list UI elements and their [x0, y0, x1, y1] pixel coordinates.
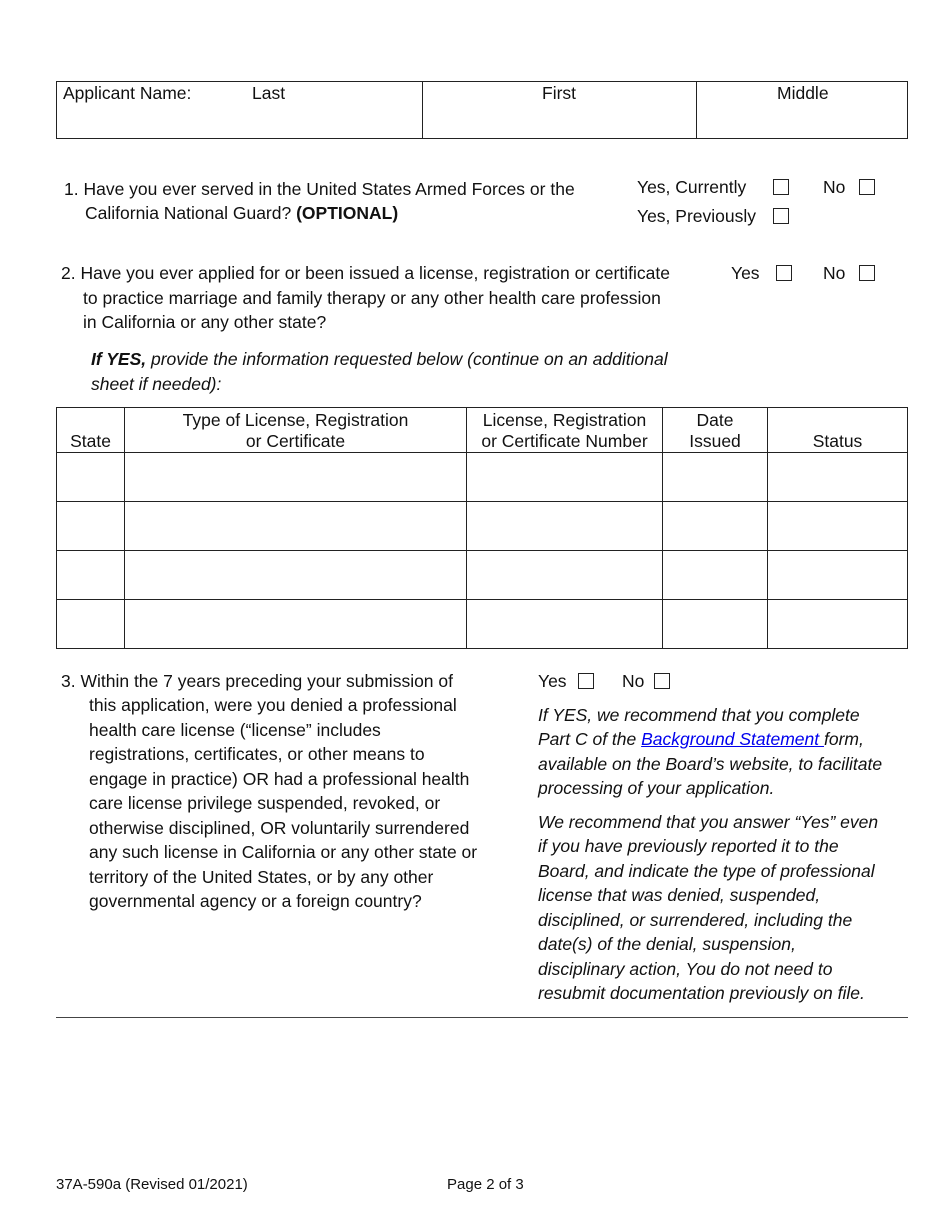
q3-rec2-line-2: if you have previously reported it to the	[538, 836, 839, 856]
col-type-label-1: Type of License, Registration	[182, 410, 409, 430]
date-cell[interactable]	[663, 453, 768, 502]
table-row	[57, 551, 908, 600]
type-cell[interactable]	[125, 600, 467, 649]
name-divider-1	[422, 82, 423, 138]
q3-yes-checkbox[interactable]	[578, 673, 594, 689]
state-cell[interactable]	[57, 502, 125, 551]
applicant-name-label: Applicant Name:	[63, 83, 192, 103]
q1-line-1: 1. Have you ever served in the United States Armed Forces or the	[64, 179, 575, 199]
q3-rec1-line-1: If YES, we recommend that you complete	[538, 705, 860, 725]
license-table	[56, 407, 908, 649]
q3-line-7: otherwise disciplined, OR voluntarily surrendered	[89, 818, 470, 838]
first-name-label: First	[542, 83, 577, 103]
col-status-header	[768, 408, 908, 453]
date-cell[interactable]	[663, 551, 768, 600]
section-divider	[56, 1017, 908, 1018]
q3-rec2-line-8: resubmit documentation previously on file.	[538, 983, 865, 1003]
number-cell[interactable]	[467, 551, 663, 600]
table-row	[57, 453, 908, 502]
number-cell[interactable]	[467, 502, 663, 551]
q1-no-label: No	[823, 177, 846, 197]
q2-no-checkbox[interactable]	[859, 265, 875, 281]
q3-line-6: care license privilege suspended, revoked, or	[89, 793, 441, 813]
name-divider-2	[696, 82, 697, 138]
col-date-header	[663, 408, 768, 453]
license-table-header	[57, 408, 908, 453]
q2-line-3: in California or any other state?	[83, 312, 327, 332]
q1-no-checkbox[interactable]	[859, 179, 875, 195]
type-cell[interactable]	[125, 502, 467, 551]
q3-rec2-line-3: Board, and indicate the type of professional	[538, 861, 875, 881]
status-cell[interactable]	[768, 600, 908, 649]
q3-rec1-line-4: processing of your application.	[538, 778, 775, 798]
q2-if-yes-text: provide the information requested below (continue on an additional	[146, 349, 668, 369]
q3-line-10: governmental agency or a foreign country?	[89, 891, 422, 911]
q3-rec1-line-3: available on the Board’s website, to facilitate	[538, 754, 883, 774]
state-cell[interactable]	[57, 600, 125, 649]
q3-line-3: health care license (“license” includes	[89, 720, 381, 740]
q1-yes-previously-checkbox[interactable]	[773, 208, 789, 224]
col-state-label: State	[70, 431, 111, 451]
number-cell[interactable]	[467, 453, 663, 502]
col-number-label-2: or Certificate Number	[481, 431, 648, 451]
table-row	[57, 502, 908, 551]
col-state-header	[57, 408, 125, 453]
q3-no-checkbox[interactable]	[654, 673, 670, 689]
form-number: 37A-590a (Revised 01/2021)	[56, 1176, 248, 1193]
col-date-label-2: Issued	[689, 431, 741, 451]
type-cell[interactable]	[125, 453, 467, 502]
middle-name-label: Middle	[777, 83, 829, 103]
state-cell[interactable]	[57, 551, 125, 600]
table-row	[57, 600, 908, 649]
type-cell[interactable]	[125, 551, 467, 600]
q2-yes-label: Yes	[731, 263, 760, 283]
q3-line-8: any such license in California or any other state or	[89, 842, 478, 862]
state-cell[interactable]	[57, 453, 125, 502]
q2-if-yes-line-1	[91, 347, 668, 372]
q1-yes-currently-label: Yes, Currently	[637, 177, 747, 197]
background-statement-link[interactable]: Background Statement	[641, 729, 824, 749]
col-number-label-1: License, Registration	[482, 410, 647, 430]
col-type-label-2: or Certificate	[245, 431, 346, 451]
q3-line-9: territory of the United States, or by any other	[89, 867, 434, 887]
status-cell[interactable]	[768, 453, 908, 502]
status-cell[interactable]	[768, 551, 908, 600]
q3-line-5: engage in practice) OR had a professional health	[89, 769, 470, 789]
middle-name-field[interactable]	[702, 102, 902, 136]
q3-rec2-line-7: disciplinary action, You do not need to	[538, 959, 833, 979]
last-name-label: Last	[252, 83, 286, 103]
q3-line-1: 3. Within the 7 years preceding your submission of	[61, 671, 453, 691]
q1-yes-currently-checkbox[interactable]	[773, 179, 789, 195]
q3-rec2-line-4: license that was denied, suspended,	[538, 885, 821, 905]
page-number: Page 2 of 3	[447, 1176, 524, 1193]
q2-yes-checkbox[interactable]	[776, 265, 792, 281]
q1-line-2-text: California National Guard?	[85, 203, 292, 223]
q3-line-2: this application, were you denied a professional	[89, 695, 457, 715]
q3-rec1-line-2	[538, 727, 864, 752]
col-type-header	[125, 408, 467, 453]
col-status-label: Status	[812, 431, 863, 451]
q3-rec2-line-1: We recommend that you answer “Yes” even	[538, 812, 879, 832]
status-cell[interactable]	[768, 502, 908, 551]
q2-no-label: No	[823, 263, 846, 283]
col-date-label-1: Date	[696, 410, 734, 430]
q2-line-2: to practice marriage and family therapy or any other health care profession	[83, 288, 661, 308]
col-number-header	[467, 408, 663, 453]
q3-no-label: No	[622, 671, 645, 691]
q3-yes-label: Yes	[538, 671, 567, 691]
q2-if-yes-line-2: sheet if needed):	[91, 374, 222, 394]
q3-rec2-line-5: disciplined, or surrendered, including the	[538, 910, 853, 930]
q3-rec1-line-2-post: form,	[824, 729, 864, 749]
q1-yes-previously-label: Yes, Previously	[637, 206, 756, 226]
q2-line-1: 2. Have you ever applied for or been issued a license, registration or certificate	[61, 263, 670, 283]
q1-optional-label: (OPTIONAL)	[296, 203, 399, 223]
last-name-field[interactable]	[207, 102, 417, 136]
date-cell[interactable]	[663, 502, 768, 551]
number-cell[interactable]	[467, 600, 663, 649]
date-cell[interactable]	[663, 600, 768, 649]
q1-line-2	[85, 201, 398, 226]
q3-rec2-line-6: date(s) of the denial, suspension,	[538, 934, 796, 954]
q3-rec1-line-2-pre: Part C of the	[538, 729, 642, 749]
first-name-field[interactable]	[427, 102, 692, 136]
q2-if-yes-bold: If YES,	[91, 349, 147, 369]
q3-line-4: registrations, certificates, or other means to	[89, 744, 425, 764]
